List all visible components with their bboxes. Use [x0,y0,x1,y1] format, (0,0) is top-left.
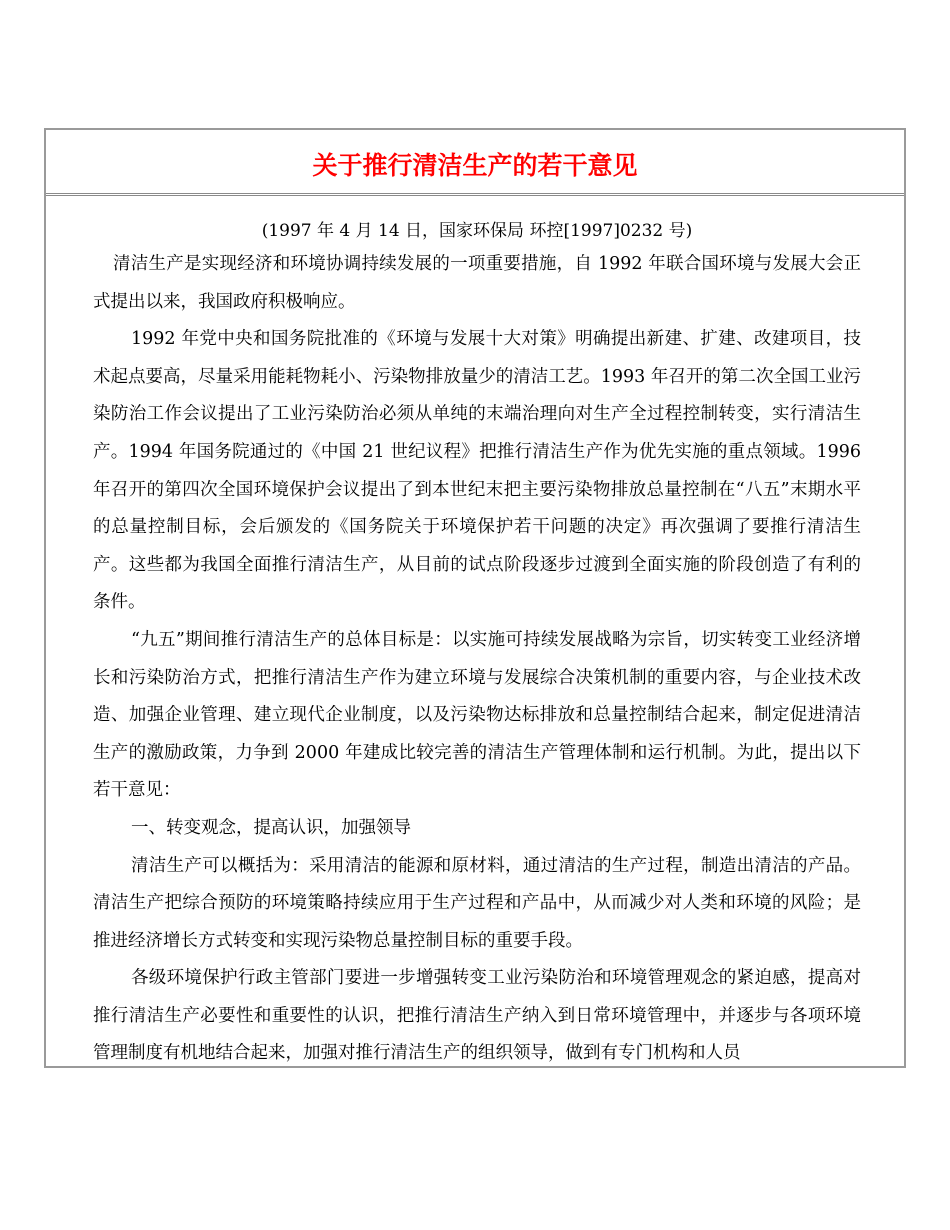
paragraph-responsibility: 各级环境保护行政主管部门要进一步增强转变工业污染防治和环境管理观念的紧迫感，提高对推行清洁生产必要性和重要性的认识，把推行清洁生产纳入到日常环境管理中，并逐步与各项环境管理制度有机地结合起来，加强对推行清洁生产的组织领导，做到有专门机构和人员 [93,968,861,1064]
paragraph-intro: 清洁生产是实现经济和环境协调持续发展的一项重要措施，自 1992 年联合国环境与发展大会正式提出以来，我国政府积极响应。 [93,254,861,312]
paragraph-definition: 清洁生产可以概括为：采用清洁的能源和原材料，通过清洁的生产过程，制造出清洁的产品。清洁生产把综合预防的环境策略持续应用于生产过程和产品中，从而减少对人类和环境的风险；是推进经济增长方式转变和实现污染物总量控制目标的重要手段。 [93,855,861,951]
paragraph-history: 1992 年党中央和国务院批准的《环境与发展十大对策》明确提出新建、扩建、改建项目，技术起点要高，尽量采用能耗物耗小、污染物排放量少的清洁工艺。1993 年召开的第二次全国工业污染防治工作会议提出了工业污染防治必须从单纯的末端治理向对生产全过程控制转变，实行清洁生产。1994 年国务院通过的《中国 21 世纪议程》把推行清洁生产作为优先实施的重点领域。1996 年召开的第四次全国环境保护会议提出了到本世纪末把主要污染物排放总量控制在“八五”末期水平的总量控制目标，会后颁发的《国务院关于环境保护若干问题的决定》再次强调了要推行清洁生产。这些都为我国全面推行清洁生产，从目前的试点阶段逐步过渡到全面实施的阶段创造了有利的条件。 [93,329,861,613]
document-title: 关于推行清洁生产的若干意见 [312,150,638,180]
section-heading-1: 一、转变观念，提高认识，加强领导 [131,817,411,838]
document-subtitle: (1997 年 4 月 14 日，国家环保局 环控[1997]0232 号) [261,221,693,241]
title-box [46,130,904,196]
document-body [93,220,861,1068]
document-frame [44,128,906,1068]
paragraph-goal: “九五”期间推行清洁生产的总体目标是：以实施可持续发展战略为宗旨，切实转变工业经济增长和污染防治方式，把推行清洁生产作为建立环境与发展综合决策机制的重要内容，与企业技术改造、加强企业管理、建立现代企业制度，以及污染物达标排放和总量控制结合起来，制定促进清洁生产的激励政策，力争到 2000 年建成比较完善的清洁生产管理体制和运行机制。为此，提出以下若干意见： [93,629,861,801]
